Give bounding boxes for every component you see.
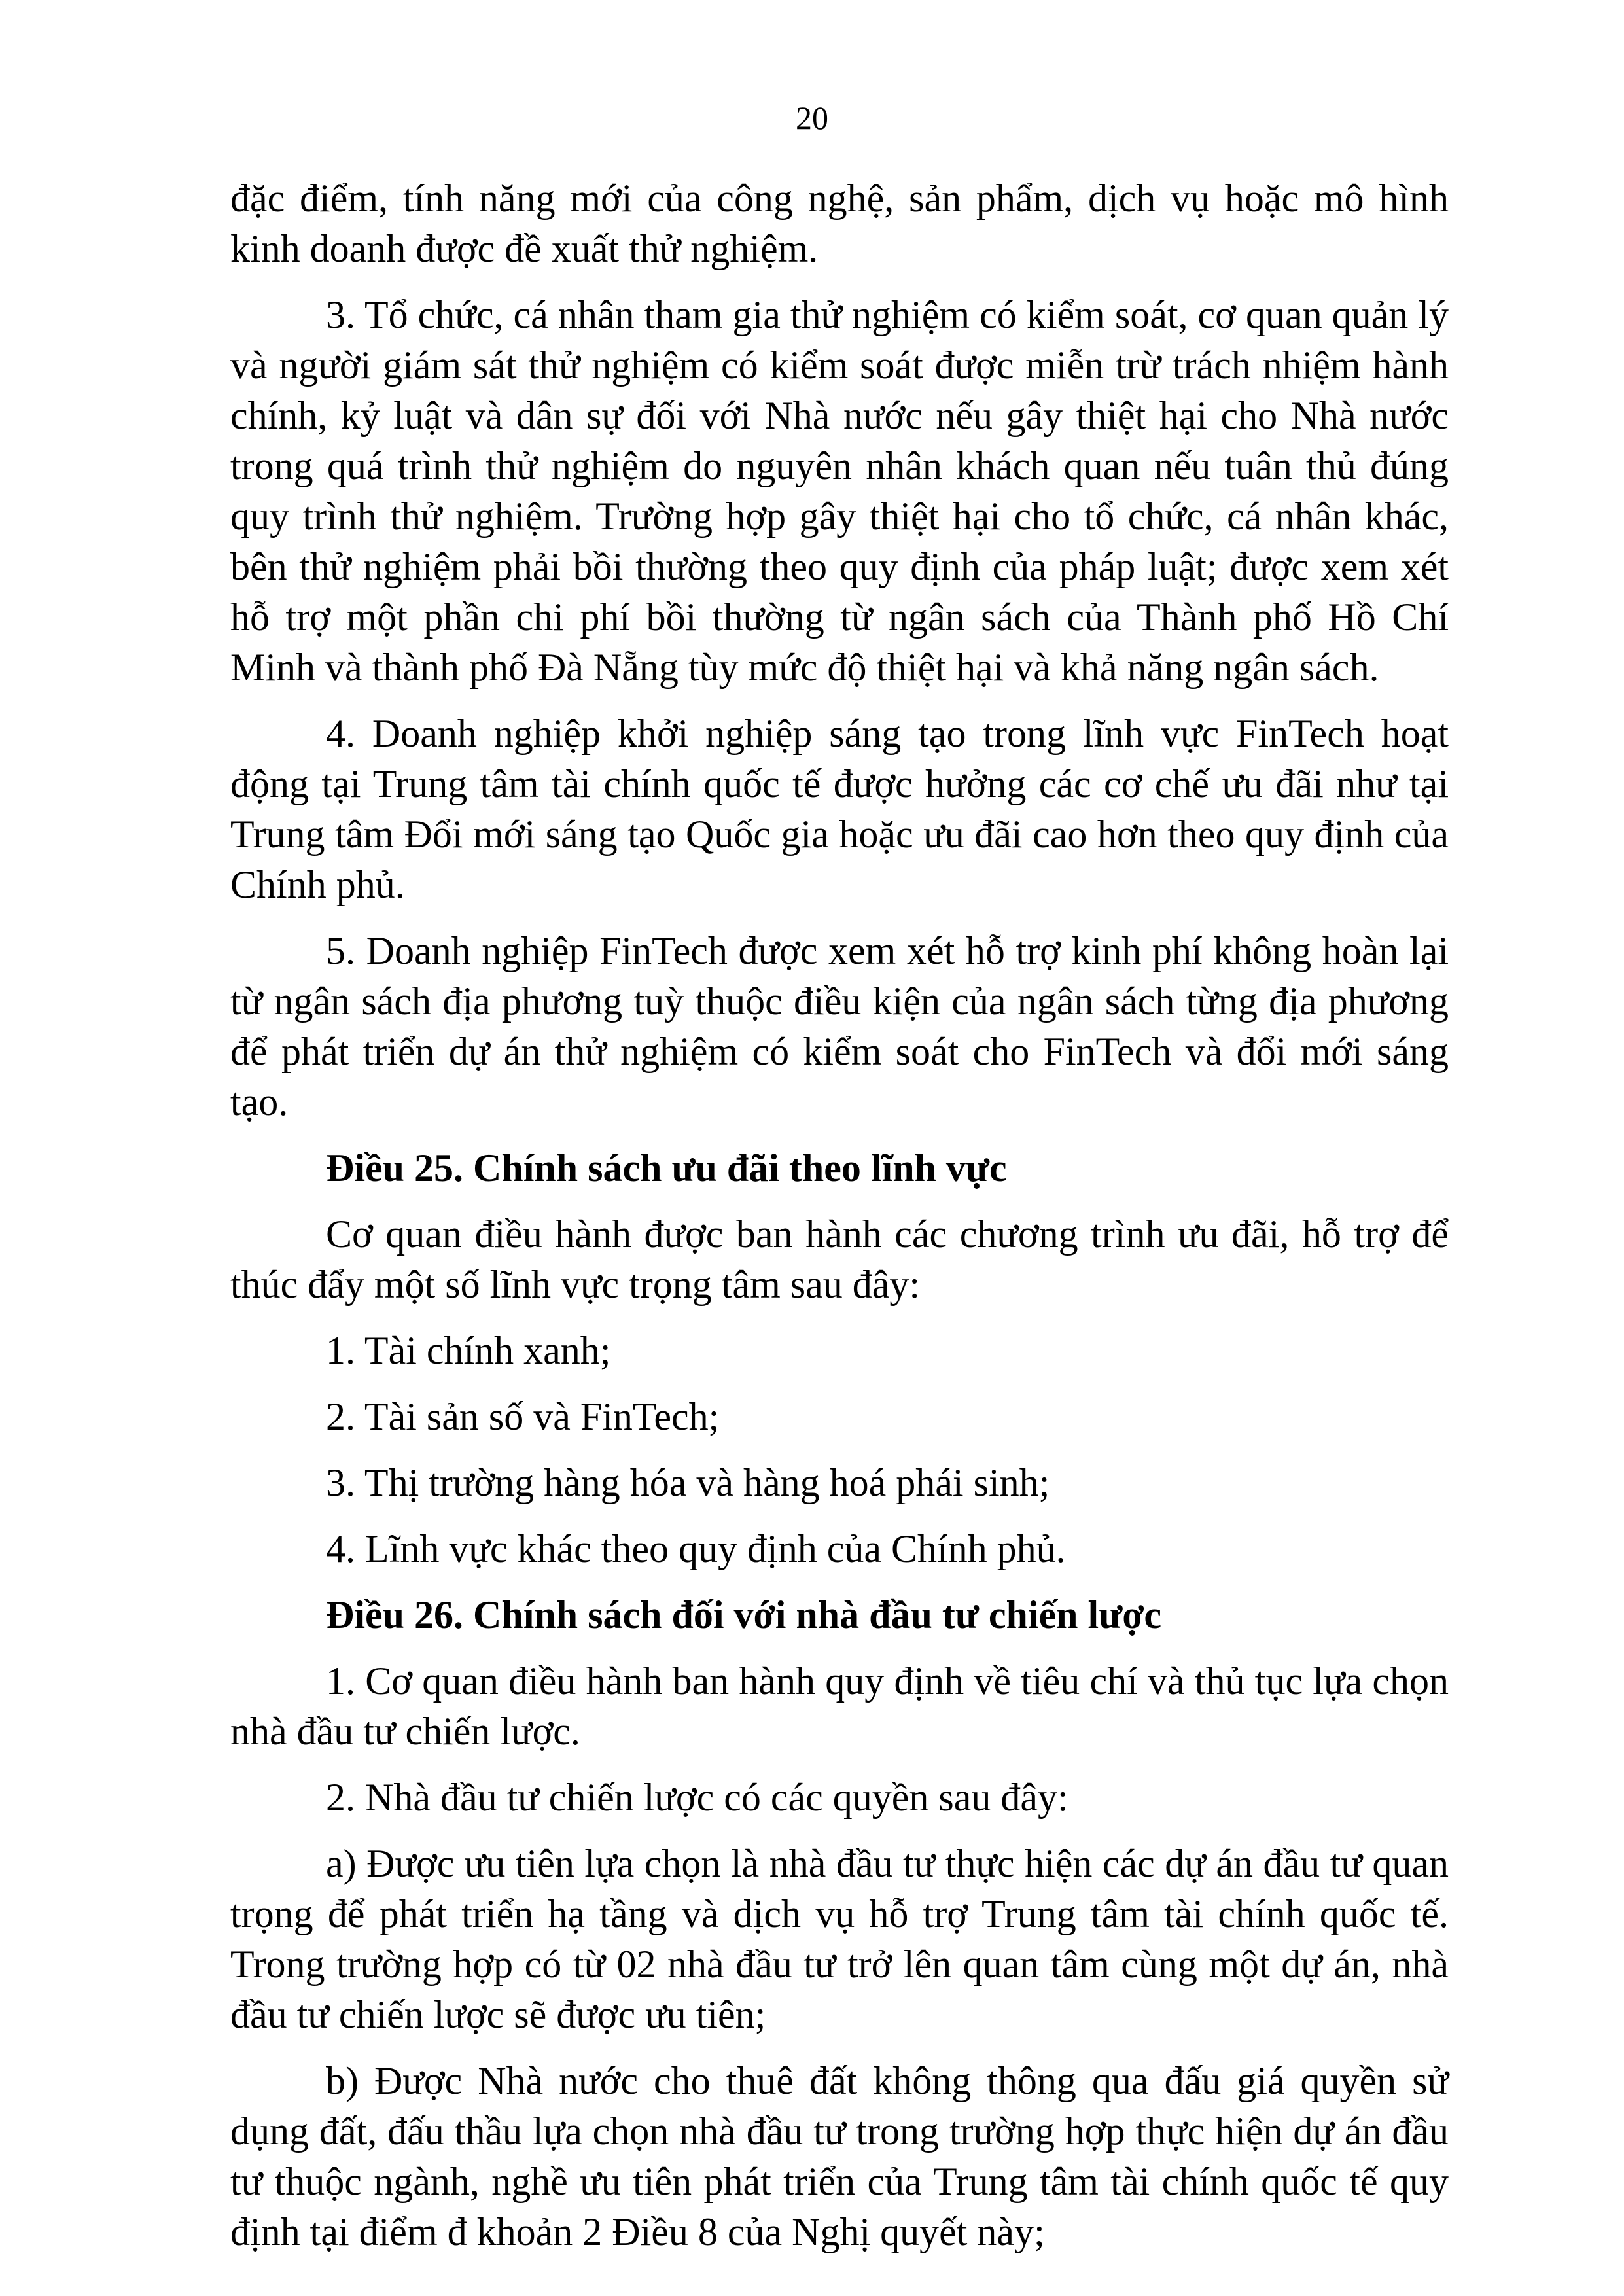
article-26-heading: Điều 26. Chính sách đối với nhà đầu tư chiến lược <box>326 1593 1162 1636</box>
article-25-item-3: 3. Thị trường hàng hóa và hàng hoá phái sinh; <box>326 1461 1050 1504</box>
article-26-clause-2: 2. Nhà đầu tư chiến lược có các quyền sau đây: <box>326 1776 1068 1819</box>
article-25-heading: Điều 25. Chính sách ưu đãi theo lĩnh vực <box>326 1146 1007 1190</box>
article-25-item-2: 2. Tài sản số và FinTech; <box>326 1395 720 1438</box>
paragraph-continuation: đặc điểm, tính năng mới của công nghệ, sản phẩm, dịch vụ hoặc mô hình kinh doanh được đề xuất thử nghiệm. <box>230 177 1449 270</box>
clause-4: 4. Doanh nghiệp khởi nghiệp sáng tạo trong lĩnh vực FinTech hoạt động tại Trung tâm tài chính quốc tế được hưởng các cơ chế ưu đãi như tại Trung tâm Đổi mới sáng tạo Quốc gia hoặc ưu đãi cao hơn theo quy định của Chính phủ. <box>230 712 1449 906</box>
article-25-item-1: 1. Tài chính xanh; <box>326 1329 611 1372</box>
article-25-intro: Cơ quan điều hành được ban hành các chương trình ưu đãi, hỗ trợ để thúc đẩy một số lĩnh vực trọng tâm sau đây: <box>230 1212 1449 1306</box>
page-number: 20 <box>796 99 828 136</box>
article-25-item-4: 4. Lĩnh vực khác theo quy định của Chính phủ. <box>326 1527 1066 1570</box>
clause-5: 5. Doanh nghiệp FinTech được xem xét hỗ trợ kinh phí không hoàn lại từ ngân sách địa phương tuỳ thuộc điều kiện của ngân sách từng địa phương để phát triển dự án thử nghiệm có kiểm soát cho FinTech và đổi mới sáng tạo. <box>230 929 1449 1123</box>
article-26-point-b: b) Được Nhà nước cho thuê đất không thông qua đấu giá quyền sử dụng đất, đấu thầu lựa chọn nhà đầu tư trong trường hợp thực hiện dự án đầu tư thuộc ngành, nghề ưu tiên phát triển của Trung tâm tài chính quốc tế quy định tại điểm đ khoản 2 Điều 8 của Nghị quyết này; <box>230 2059 1449 2253</box>
article-26-clause-1: 1. Cơ quan điều hành ban hành quy định về tiêu chí và thủ tục lựa chọn nhà đầu tư chiến lược. <box>230 1659 1449 1753</box>
document-body <box>230 173 1449 2273</box>
article-26-point-a: a) Được ưu tiên lựa chọn là nhà đầu tư thực hiện các dự án đầu tư quan trọng để phát triển hạ tầng và dịch vụ hỗ trợ Trung tâm tài chính quốc tế. Trong trường hợp có từ 02 nhà đầu tư trở lên quan tâm cùng một dự án, nhà đầu tư chiến lược sẽ được ưu tiên; <box>230 1842 1449 2036</box>
clause-3: 3. Tổ chức, cá nhân tham gia thử nghiệm có kiểm soát, cơ quan quản lý và người giám sát thử nghiệm có kiểm soát được miễn trừ trách nhiệm hành chính, kỷ luật và dân sự đối với Nhà nước nếu gây thiệt hại cho Nhà nước trong quá trình thử nghiệm do nguyên nhân khách quan nếu tuân thủ đúng quy trình thử nghiệm. Trường hợp gây thiệt hại cho tổ chức, cá nhân khác, bên thử nghiệm phải bồi thường theo quy định của pháp luật; được xem xét hỗ trợ một phần chi phí bồi thường từ ngân sách của Thành phố Hồ Chí Minh và thành phố Đà Nẵng tùy mức độ thiệt hại và khả năng ngân sách. <box>230 293 1449 689</box>
